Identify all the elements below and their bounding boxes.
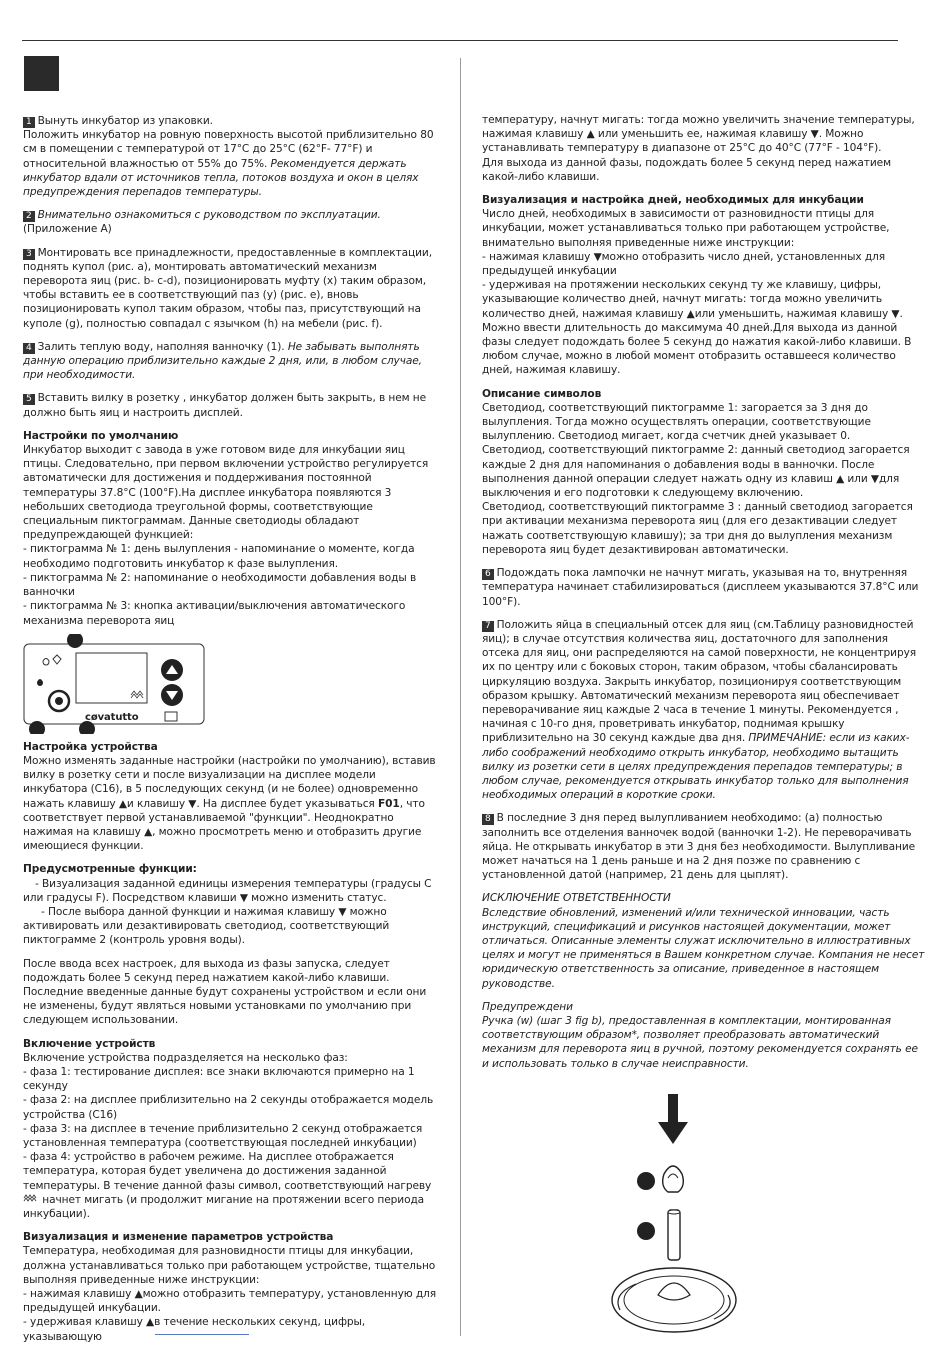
- step-7: 7 Положить яйца в специальный отсек для яиц (см.Таблицу разновидностей яиц); в случае отсутствия количества яиц, достаточного для заполнения отсека для яиц, они распределяются на самой поверхности, не концентрируя их по центру или с боковых сторон, таким образом, чтобы сбалансировать циркуляцию воздуха. Закрыть инкубатор, позиционируя соответствующим образом крышку. Автоматический механизм переворота яиц обеспечивает переворачивание яиц каждые 2 часа в течение 1 минуты. Рекомендуется , начиная с 10-го дня, проветривать инкубатор, поднимая крышку приблизительно на 30 секунд каждые два дня. ПРИМЕЧАНИЕ: если из каких-либо соображений необходимо открыть инкубатор, необходимо вытащить вилку из розетки сети в целях предупреждения перепадов температуры; в любом случае, рекомендуется открывать инкубатор только для выполнения необходимых операций в короткие сроки.: [482, 618, 917, 802]
- days-text: Число дней, необходимых в зависимости от разновидности птицы для инкубации, может устанавливаться только при работающем устройстве, внимательно выполняя приведенные ниже инструкции: - нажимая клавишу ▼можно отобразить число дней, установленных для предыдущей инкубации - удерживая на протяжении нескольких секунд ту же клавишу, цифры, указывающие количество дней, начнут мигать: тогда можно увеличить количество дней, нажимая клавишу ▲или уменьшить, нажимая клавишу ▼. Можно ввести длительность до максимума 40 дней.Для выхода из данной фазы следует подождать более 5 секунд до нажатия какой-либо клавиши. В любом случае, можно в любой момент отобразить оставшееся количество дней, нажимая клавишу.: [482, 208, 912, 377]
- defaults-heading: Настройки по умолчанию: [23, 429, 179, 442]
- power-on-heading: Включение устройств: [23, 1037, 156, 1050]
- step-number: 8: [482, 814, 494, 825]
- power-on-text: Включение устройства подразделяется на несколько фаз: - фаза 1: тестирование дисплея: все знаки включаются примерно на 1 секунду - фаза 2: на дисплее приблизительно на 2 секунды отображается модель устройства (C16) - фаза 3: на дисплее в течение приблизительно 2 секунд отображается установленная температура (соответствующая последней инкубации) - фаза 4: устройство в рабочем режиме. На дисплее отображается температура, которая будет увеличена до достижения заданной температуры. В течение данной фазы символ, соответствующий нагреву начнет мигать (и продолжит мигание на протяжении всего периода инкубации).: [23, 1051, 434, 1220]
- days-heading: Визуализация и настройка дней, необходимых для инкубации: [482, 194, 864, 207]
- step-5: 5 Вставить вилку в розетку , инкубатор должен быть закрыть, в нем не должно быть яиц и настроить дисплей.: [23, 392, 427, 419]
- arrow-down-icon: [668, 1094, 678, 1124]
- params-text: Температура, необходимая для разновидности птицы для инкубации, должна устанавливаться только при работающем устройстве, тщательно выполняя приведенные ниже инструкции: - нажимая клавишу ▲можно отобразить температуру, установленную для предыдущей инкубации. - удерживая клавишу ▲в течение нескольких секунд, цифры, указывающую: [23, 1245, 436, 1343]
- shaft-icon: [668, 1210, 680, 1260]
- left-column: [23, 114, 441, 1353]
- temp-continued: температуру, начнут мигать: тогда можно увеличить значение температуры, нажимая клавишу ▲ или уменьшить ее, нажимая клавишу ▼. Можно устанавливать температуру в диапазоне от 25°C до 40°C (77°F - 104°F). Для выхода из данной фазы, подождать более 5 секунд перед нажатием какой-либо клавиши.: [482, 114, 915, 183]
- heat-symbol-icon: [23, 1193, 39, 1203]
- defaults-text: Инкубатор выходит с завода в уже готовом виде для инкубации яиц птицы. Следовательно, при первом включении устройство регулируется автоматически для достижения и поддерживания постоянной температуры 37.8°C (100°F).На дисплее инкубатора появляются 3 небольших светодиода треугольной формы, соответствующие специальным пиктограммам. Данные светодиоды обладают предупреждающей функцией: - пиктограмма № 1: день вылупления - напоминание о моменте, когда необходимо подготовить инкубатор к фазе вылупления. - пиктограмма № 2: напоминание о необходимости добавления воды в ванночки - пиктограмма № 3: кнопка активации/выключения автоматического механизма переворота яиц: [23, 444, 429, 627]
- params-heading: Визуализация и изменение параметров устройства: [23, 1231, 334, 1244]
- device-setup-text: Можно изменять заданные настройки (настройки по умолчанию), вставив вилку в розетку сети и после визуализации на дисплее модели инкубатора (C16), в 5 последующих секунд (и не более) одновременно нажать клавишу ▲и клавишу ▼. На дисплее будет указываться F01, что соответствует первой устанавливаемой "функции". Неоднократно нажимая на клавишу ▲, можно просмотреть меню и отобразить другие имеющиеся функции.: [23, 754, 436, 853]
- warning: Предупреждени Ручка (w) (шаг 3 fig b), предоставленная в комплектации, монтированная соответствующим образом*, позволяет преобразовать автоматический механизм для переворота яиц в ручной, поэтому рекомендуется сохранять ее и использовать только в случае неисправности.: [482, 1000, 918, 1070]
- brand-logo: cøvatutto: [85, 711, 139, 723]
- step-number: 5: [23, 394, 35, 405]
- functions-heading: Предусмотренные функции:: [23, 863, 197, 876]
- step-number: 4: [23, 343, 35, 354]
- section-marker-block: [24, 56, 59, 91]
- step-number: 7: [482, 621, 494, 632]
- functions-text: - Визуализация заданной единицы измерения температуры (градусы C или градусы F). Посредством клавиши ▼ можно изменить статус. - После выбора данной функции и нажимая клавишу ▼ можно активировать или дезактивировать светодиод, соответствующий пиктограмме 2 (контроль уровня воды).: [23, 877, 432, 947]
- right-column: [482, 113, 926, 1080]
- handle-illustration: [600, 1090, 760, 1340]
- after-setup-text: После ввода всех настроек, для выхода из фазы запуска, следует подождать более 5 секунд перед нажатием какой-либо клавиши. Последние введенные данные будут сохранены устройством и если они не изменены, будут являться новыми установками по умолчанию при следующем использовании.: [23, 957, 427, 1027]
- symbols-heading: Описание символов: [482, 387, 602, 400]
- callout-x-icon: [637, 1222, 655, 1240]
- step-2: 2 Внимательно ознакомиться с руководством по эксплуатации. (Приложение A): [23, 209, 381, 236]
- control-panel-svg: [23, 634, 218, 734]
- step-6: 6 Подождать пока лампочки не начнут мигать, указывая на то, внутренняя температура начинает стабилизироваться (дисплеем указываются 37.8°C или 100°F).: [482, 567, 919, 608]
- step-8: 8 В последние 3 дня перед вылупливанием необходимо: (а) полностью заполнить все отделения ванночек водой (ванночки 1-2). Не переворачивать яйца. Не открывать инкубатор в эти 3 дня без необходимости. Вылупливание может начаться на 1 день раньше и на 2 дня позже по сравнению с установленной датой (например, 21 день для цыплят).: [482, 812, 916, 882]
- symbols-text: Светодиод, соответствующий пиктограмме 1: загорается за 3 дня до вылупления. Тогда можно осуществлять операции, соответствующие вылуплению. Светодиод мигает, когда счетчик дней указывает 0. Светодиод, соответствующий пиктограмме 2: данный светодиод загорается каждые 2 дня для напоминания о добавления воды в ванночки. После выполнения данной операции следует нажать одну из клавиш ▲ или ▼для выключения и его подготовки к следующему включению. Светодиод, соответствующий пиктограмме 3 : данный светодиод загорается при активации механизма переворота яиц (для его дезактивации следует нажать соответствующую клавишу); за три дня до вылупления механизм переворота яиц будет дезактивирован автоматически.: [482, 401, 913, 556]
- top-rule: [22, 40, 898, 41]
- step-number: 1: [23, 117, 35, 128]
- step-3: 3 Монтировать все принадлежности, предоставленные в комплектации, поднять купол (рис. а), монтировать автоматический механизм переворота яиц (рис. b- c-d), позиционировать муфту (x) таким образом, чтобы вставить ее в соответствующий паз (y) (рис. e), вновь позиционировать купол таким образом, чтобы паз, присутствующий на куполе (g), полностью совпадал с язычком (h) на мебели (рис. f).: [23, 246, 432, 330]
- callout-w-icon: [637, 1172, 655, 1190]
- step-number: 3: [23, 249, 35, 260]
- bottom-link-line: [155, 1334, 249, 1335]
- device-setup-heading: Настройка устройства: [23, 740, 158, 753]
- step-1: 1 Вынуть инкубатор из упаковки. Положить инкубатор на ровную поверхность высотой приблизительно 80 см в помещении с температурой от 17°C до 25°C (62°F- 77°F) и относительной влажностью от 55% до 75%. Рекомендуется держать инкубатор вдали от источников тепла, потоков воздуха и окон в целях предупреждения перепадов температуры.: [23, 115, 434, 199]
- step-4: 4 Залить теплую воду, наполняя ванночку (1). Не забывать выполнять данную операцию приблизительно каждые 2 дня, или, в любом случае, при необходимости.: [23, 340, 422, 382]
- knob-icon: [663, 1166, 684, 1192]
- step-number: 2: [23, 211, 35, 222]
- control-panel-diagram: [23, 634, 218, 726]
- step-number: 6: [482, 569, 494, 580]
- column-divider: [460, 58, 461, 1336]
- disclaimer: ИСКЛЮЧЕНИЕ ОТВЕТСТВЕННОСТИ Вследствие обновлений, изменений и/или технической инновации, часть инструкций, спецификаций и рисунков настоящей документации, может отличаться. Описанные элементы служат исключительно в иллюстративных целях и могут не применяться в Вашем конкретном случае. Компания не несет юридическую ответственность за описание, приведенное в настоящем руководстве.: [482, 892, 925, 990]
